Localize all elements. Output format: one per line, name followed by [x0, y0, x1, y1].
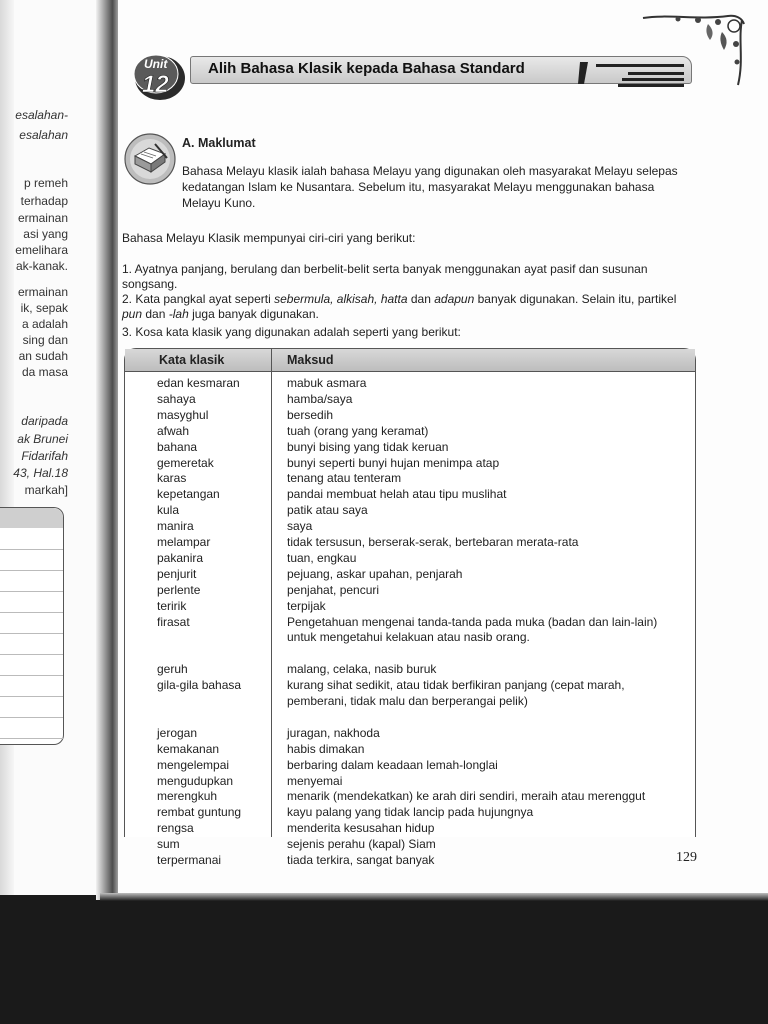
- table-cell-word: manira: [157, 519, 194, 534]
- unit-label: Unit: [144, 57, 168, 71]
- table-cell-word: rengsa: [157, 821, 194, 836]
- table-cell-meaning: saya: [287, 519, 313, 534]
- left-page-line: a adalah: [21, 317, 68, 331]
- table-cell-word: perlente: [157, 582, 201, 597]
- left-page-line: daripada: [21, 414, 68, 428]
- table-cell-word: rembat guntung: [157, 805, 242, 820]
- left-box-row-line: [0, 549, 63, 550]
- table-cell-word: mengelempai: [157, 757, 230, 772]
- feature-2-text-e: juga banyak digunakan.: [188, 307, 319, 321]
- table-cell-meaning: juragan, nakhoda: [287, 725, 380, 740]
- column-divider: [271, 349, 272, 837]
- table-cell-meaning: pandai membuat helah atau tipu muslihat: [287, 487, 507, 502]
- left-page-table-box: [0, 507, 64, 745]
- feature-2-words-c: pun: [122, 307, 143, 321]
- left-page-line: Fidarifah: [21, 449, 68, 463]
- left-page-line: ermainan: [17, 285, 68, 299]
- column-header-word: Kata klasik: [159, 353, 225, 367]
- left-page-line: ik, sepak: [20, 301, 68, 315]
- table-cell-word: masyghul: [157, 407, 209, 422]
- page-number: 129: [676, 850, 697, 865]
- table-cell-meaning: menyemai: [287, 773, 343, 788]
- left-page-line: ak-kanak.: [15, 259, 68, 273]
- table-cell-word: pakanira: [157, 550, 204, 565]
- left-page-line: terhadap: [20, 194, 68, 208]
- left-page-line: esalahan: [19, 128, 68, 142]
- table-cell-meaning: patik atau saya: [287, 503, 368, 518]
- feature-2-text-b: dan: [407, 292, 435, 306]
- feature-2-words-d: -lah: [168, 307, 189, 321]
- table-cell-meaning: pemberani, tidak malu dan berperangai pelik): [287, 694, 528, 708]
- table-cell-meaning: penjahat, pencuri: [287, 582, 380, 597]
- table-cell-word: afwah: [157, 423, 190, 438]
- table-cell-word: gila-gila bahasa: [157, 678, 242, 693]
- table-cell-meaning: bunyi bising yang tidak keruan: [287, 439, 449, 454]
- feature-2-words-a: sebermula, alkisah, hatta: [274, 292, 408, 306]
- table-cell-word: firasat: [157, 614, 190, 629]
- left-box-row-line: [0, 633, 63, 634]
- table-cell-meaning: berbaring dalam keadaan lemah-longlai: [287, 757, 498, 772]
- column-header-meaning: Maksud: [287, 353, 334, 367]
- left-page-line: asi yang: [23, 227, 68, 241]
- unit-badge: [130, 48, 186, 102]
- left-page-shade: [0, 0, 14, 895]
- header-stripes: [578, 58, 688, 90]
- table-cell-word: gemeretak: [157, 455, 214, 470]
- table-cell-meaning: bunyi seperti bunyi hujan menimpa atap: [287, 455, 500, 470]
- left-page-line: emelihara: [15, 243, 68, 257]
- feature-2-text-a: 2. Kata pangkal ayat seperti: [122, 292, 275, 306]
- intro-paragraph: Bahasa Melayu klasik ialah bahasa Melayu yang digunakan oleh masyarakat Melayu selepas kedatangan Islam ke Nusantara. Sebelum itu, masyarakat Melayu menggunakan bahasa Melayu Kuno.: [182, 164, 678, 210]
- table-cell-word: mengudupkan: [157, 773, 234, 788]
- table-cell-meaning: sejenis perahu (kapal) Siam: [287, 837, 436, 852]
- table-cell-meaning: tenang atau tenteram: [287, 471, 402, 486]
- table-cell-meaning: terpijak: [287, 598, 326, 613]
- left-page-line: sing dan: [22, 333, 68, 347]
- table-header: [125, 349, 695, 372]
- left-box-row-line: [0, 654, 63, 655]
- feature-item-2: [122, 292, 697, 322]
- table-cell-word: geruh: [157, 662, 188, 677]
- information-book-icon: [123, 132, 177, 186]
- section-heading: A. Maklumat: [182, 136, 256, 150]
- left-page-line: ak Brunei: [17, 432, 68, 446]
- table-cell-word: bahana: [157, 439, 198, 454]
- left-page-line: esalahan-: [15, 108, 68, 122]
- left-box-row-line: [0, 591, 63, 592]
- table-cell-meaning: kayu palang yang tidak lancip pada hujungnya: [287, 805, 534, 820]
- table-cell-meaning: habis dimakan: [287, 741, 365, 756]
- table-cell-meaning: menderita kesusahan hidup: [287, 821, 435, 836]
- feature-2-text-d: dan: [142, 307, 169, 321]
- left-box-row-line: [0, 612, 63, 613]
- main-page: [118, 0, 768, 895]
- table-cell-word: teririk: [157, 598, 187, 613]
- table-cell-meaning: tuah (orang yang keramat): [287, 423, 429, 438]
- table-cell-meaning: tuan, engkau: [287, 550, 357, 565]
- page-shadow: [100, 893, 768, 901]
- table-cell-word: kula: [157, 503, 180, 518]
- table-cell-word: merengkuh: [157, 789, 218, 804]
- table-cell-meaning: hamba/saya: [287, 391, 353, 406]
- unit-title: Alih Bahasa Klasik kepada Bahasa Standard: [208, 60, 525, 77]
- unit-number: 12: [142, 71, 169, 98]
- left-box-header: [0, 508, 63, 528]
- feature-item-1: 1. Ayatnya panjang, berulang dan berbelit-belit serta banyak menggunakan ayat pasif dan susunan songsang.: [122, 262, 648, 291]
- left-page-line: ermainan: [17, 211, 68, 225]
- table-cell-word: kepetangan: [157, 487, 220, 502]
- left-page-line: an sudah: [18, 349, 68, 363]
- features-intro: Bahasa Melayu Klasik mempunyai ciri-ciri yang berikut:: [122, 231, 416, 245]
- left-box-row-line: [0, 738, 63, 739]
- table-cell-word: sum: [157, 837, 180, 852]
- left-page-line: 43, Hal.18: [13, 466, 68, 480]
- table-cell-word: edan kesmaran: [157, 376, 240, 390]
- table-cell-meaning: malang, celaka, nasib buruk: [287, 662, 437, 677]
- table-cell-word: kemakanan: [157, 741, 220, 756]
- feature-2-words-b: adapun: [434, 292, 475, 306]
- table-cell-meaning: menarik (mendekatkan) ke arah diri sendiri, meraih atau merenggut: [287, 789, 646, 804]
- table-cell-meaning: tidak tersusun, berserak-serak, bertebaran merata-rata: [287, 535, 579, 549]
- table-cell-meaning: bersedih: [287, 407, 334, 422]
- left-box-row-line: [0, 570, 63, 571]
- table-cell-word: karas: [157, 471, 187, 486]
- table-cell-meaning: mabuk asmara: [287, 376, 367, 390]
- left-box-row-line: [0, 675, 63, 676]
- table-cell-word: jerogan: [157, 725, 198, 740]
- table-cell-word: terpermanai: [157, 853, 222, 867]
- left-page-line: markah]: [24, 483, 68, 497]
- feature-2-text-c: banyak digunakan. Selain itu, partikel: [474, 292, 677, 306]
- table-cell-word: melampar: [157, 535, 211, 549]
- left-facing-page: [0, 0, 100, 895]
- left-box-row-line: [0, 717, 63, 718]
- left-page-line: p remeh: [23, 176, 68, 190]
- table-cell-meaning: kurang sihat sedikit, atau tidak berfikiran panjang (cepat marah,: [287, 678, 625, 693]
- left-page-line: da masa: [21, 365, 68, 379]
- table-cell-meaning: untuk mengetahui kelakuan atau nasib orang.: [287, 630, 530, 645]
- table-cell-meaning: tiada terkira, sangat banyak: [287, 853, 435, 867]
- left-box-row-line: [0, 696, 63, 697]
- feature-item-3: 3. Kosa kata klasik yang digunakan adalah seperti yang berikut:: [122, 325, 461, 339]
- table-cell-word: penjurit: [157, 566, 197, 581]
- table-cell-meaning: Pengetahuan mengenai tanda-tanda pada muka (badan dan lain-lain): [287, 614, 658, 629]
- table-cell-meaning: pejuang, askar upahan, penjarah: [287, 566, 463, 581]
- table-cell-word: sahaya: [157, 391, 196, 406]
